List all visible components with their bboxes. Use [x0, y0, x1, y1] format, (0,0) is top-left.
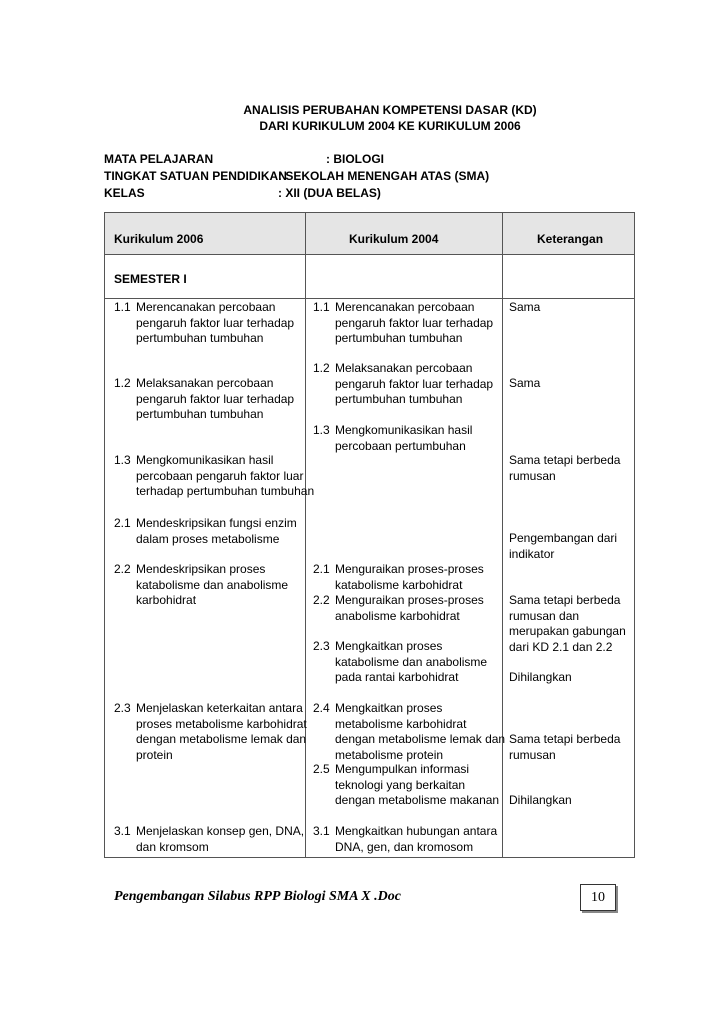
keterangan-item-line: Sama [509, 300, 541, 314]
keterangan-item-line: Sama tetapi berbeda [509, 593, 621, 607]
kurikulum-2004-item-line: metabolisme karbohidrat [335, 716, 467, 731]
kurikulum-2006-item-number: 2.1 [114, 516, 131, 530]
kurikulum-2004-item-number: 2.4 [313, 701, 330, 715]
kurikulum-2004-item-line: dengan metabolisme lemak dan [335, 732, 506, 746]
kurikulum-2006-item-line: dalam proses metabolisme [136, 531, 280, 546]
kurikulum-2006-item-line: pengaruh faktor luar terhadap [136, 391, 295, 406]
kurikulum-2004-item-line: percobaan pertumbuhan [335, 438, 466, 453]
kurikulum-2004-item-line: pertumbuhan tumbuhan [335, 392, 463, 406]
kurikulum-2004-item-line: Melaksanakan percobaan [335, 361, 473, 375]
semester-row-divider [105, 298, 634, 299]
meta-class-label: KELAS [104, 186, 145, 200]
kurikulum-2004-item-line: pada rantai karbohidrat [335, 670, 459, 684]
meta-subject-label: MATA PELAJARAN [104, 152, 214, 166]
kurikulum-2004-item-number: 1.3 [313, 423, 330, 437]
kurikulum-2006-item-line: Menjelaskan keterkaitan antara [136, 701, 303, 715]
kurikulum-2004-item-line: pengaruh faktor luar terhadap [335, 315, 494, 330]
keterangan-item-line: rumusan [509, 468, 556, 483]
kurikulum-2004-item-line: katabolisme karbohidrat [335, 577, 463, 592]
header-kurikulum-2004: Kurikulum 2004 [349, 232, 439, 246]
keterangan-item-line: merupakan gabungan [509, 624, 626, 638]
meta-level-value: : SEKOLAH MENENGAH ATAS (SMA) [278, 169, 490, 183]
title-line-2: DARI KURIKULUM 2004 KE KURIKULUM 2006 [259, 119, 521, 133]
meta-level-label: TINGKAT SATUAN PENDIDIKAN [104, 169, 287, 183]
kurikulum-2004-item-line: Menguraikan proses-proses [335, 593, 484, 607]
kurikulum-2004-item-number: 3.1 [313, 824, 330, 838]
kurikulum-2006-item-line: Mendeskripsikan proses [136, 562, 266, 576]
kurikulum-2004-item-line: Mengkomunikasikan hasil [335, 423, 473, 437]
meta-subject-value: : BIOLOGI [326, 152, 384, 166]
kurikulum-2004-item-line: pertumbuhan tumbuhan [335, 331, 463, 345]
title-line-1: ANALISIS PERUBAHAN KOMPETENSI DASAR (KD) [243, 103, 537, 117]
kurikulum-2006-item-line: dan kromsom [136, 839, 209, 854]
kurikulum-2006-item-number: 1.2 [114, 376, 131, 390]
kurikulum-2006-item-line: dengan metabolisme lemak dan [136, 732, 307, 746]
keterangan-item-line: rumusan dan [509, 608, 580, 623]
footer-document-name: Pengembangan Silabus RPP Biologi SMA X .Doc [114, 889, 401, 904]
kurikulum-2006-item-line: terhadap pertumbuhan tumbuhan [136, 484, 315, 498]
kurikulum-2004-item-line: teknologi yang berkaitan [335, 777, 466, 792]
kurikulum-2006-item-line: Mendeskripsikan fungsi enzim [136, 516, 297, 530]
keterangan-item-line: Sama tetapi berbeda [509, 453, 621, 467]
kurikulum-2004-item-line: Mengkaitkan proses [335, 701, 443, 715]
kurikulum-2004-item-line: Menguraikan proses-proses [335, 562, 484, 576]
kurikulum-2004-item-line: katabolisme dan anabolisme [335, 654, 488, 669]
kurikulum-2006-item-line: Mengkomunikasikan hasil [136, 453, 274, 467]
kurikulum-2004-item-line: Mengkaitkan proses [335, 639, 443, 653]
meta-class-value: : XII (DUA BELAS) [278, 186, 381, 200]
kurikulum-2004-item-line: anabolisme karbohidrat [335, 608, 460, 623]
kurikulum-2006-item-number: 1.1 [114, 300, 131, 314]
keterangan-item-line: Sama tetapi berbeda [509, 732, 621, 746]
kurikulum-2006-item-line: katabolisme dan anabolisme [136, 577, 289, 592]
kurikulum-2004-item-number: 2.5 [313, 762, 330, 776]
kurikulum-2006-item-line: karbohidrat [136, 593, 197, 607]
keterangan-item-line: rumusan [509, 747, 556, 762]
keterangan-item-line: dari KD 2.1 dan 2.2 [509, 639, 613, 654]
kurikulum-2004-item-line: dengan metabolisme makanan [335, 793, 500, 807]
kurikulum-2004-item-line: Mengumpulkan informasi [335, 762, 470, 776]
kurikulum-2006-item-number: 2.2 [114, 562, 131, 576]
header-keterangan: Keterangan [537, 232, 604, 246]
keterangan-item-line: indikator [509, 546, 555, 561]
kurikulum-2004-item-number: 1.1 [313, 300, 330, 314]
kurikulum-2004-item-line: DNA, gen, dan kromosom [335, 839, 474, 854]
header-kurikulum-2006: Kurikulum 2006 [114, 232, 204, 246]
keterangan-item-line: Sama [509, 376, 541, 390]
kurikulum-2004-item-number: 2.3 [313, 639, 330, 653]
kurikulum-2006-item-number: 1.3 [114, 453, 131, 467]
kurikulum-2004-item-line: metabolisme protein [335, 747, 444, 762]
keterangan-item-line: Dihilangkan [509, 670, 572, 684]
keterangan-item-line: Pengembangan dari [509, 531, 618, 545]
kurikulum-2004-item-line: Mengkaitkan hubungan antara [335, 824, 498, 838]
kurikulum-2006-item-line: Melaksanakan percobaan [136, 376, 274, 390]
header-divider [105, 254, 634, 255]
kurikulum-2004-item-line: pengaruh faktor luar terhadap [335, 376, 494, 391]
page-number: 10 [580, 884, 616, 911]
keterangan-item-line: Dihilangkan [509, 793, 572, 807]
kurikulum-2006-item-number: 2.3 [114, 701, 131, 715]
kurikulum-2006-item-number: 3.1 [114, 824, 131, 838]
kurikulum-2006-item-line: protein [136, 747, 173, 762]
kurikulum-2004-item-line: Merencanakan percobaan [335, 300, 475, 314]
document-title [230, 102, 550, 134]
kurikulum-2006-item-line: pengaruh faktor luar terhadap [136, 315, 295, 330]
kurikulum-2006-item-line: Menjelaskan konsep gen, DNA, [136, 824, 305, 838]
kurikulum-2006-item-line: percobaan pengaruh faktor luar [136, 468, 304, 483]
semester-label: SEMESTER I [114, 272, 187, 286]
kurikulum-2004-item-number: 2.2 [313, 593, 330, 607]
kurikulum-2006-item-line: pertumbuhan tumbuhan [136, 407, 264, 421]
kurikulum-2006-item-line: proses metabolisme karbohidrat [136, 716, 307, 731]
kurikulum-2004-item-number: 1.2 [313, 361, 330, 375]
kd-comparison-table [104, 212, 635, 858]
kurikulum-2006-item-line: Merencanakan percobaan [136, 300, 276, 314]
kurikulum-2006-item-line: pertumbuhan tumbuhan [136, 331, 264, 345]
kurikulum-2004-item-number: 2.1 [313, 562, 330, 576]
